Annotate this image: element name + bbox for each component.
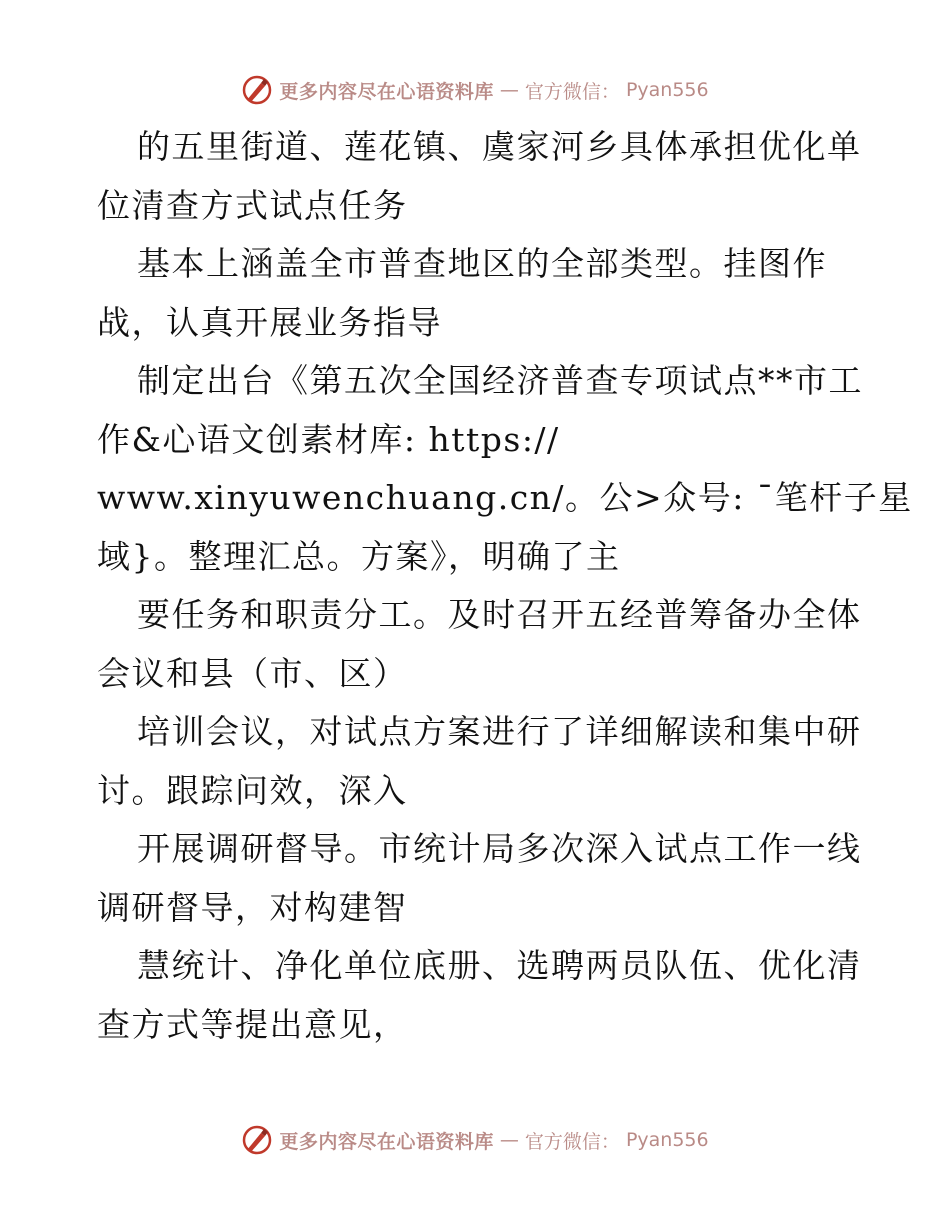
banner-separator: — [499, 1129, 519, 1151]
text-line: 的五里街道、莲花镇、虞家河乡具体承担优化单 [137, 127, 862, 166]
text-line: 会议和县（市、区） [97, 653, 408, 693]
text-line: 战，认真开展业务指导 [97, 302, 442, 342]
text-line: 查方式等提出意见， [97, 1004, 408, 1044]
banner-separator: — [499, 79, 519, 101]
text-line: 基本上涵盖全市普查地区的全部类型。挂图作 [137, 244, 827, 283]
pen-logo-icon [241, 1124, 273, 1156]
banner-slogan: 更多内容尽在心语资料库 [279, 1130, 494, 1153]
text-line: 慧统计、净化单位底册、选聘两员队伍、优化清 [137, 946, 862, 985]
document-body [97, 118, 913, 1054]
text-line: 制定出台《第五次全国经济普查专项试点**市工 [137, 361, 863, 400]
text-line: 域}。整理汇总。方案》，明确了主 [97, 536, 621, 576]
banner-wechat-label: 官方微信： [524, 1130, 620, 1153]
text-line: 作&心语文创素材库: https:// [97, 419, 560, 459]
text-line: 要任务和职责分工。及时召开五经普筹备办全体 [137, 595, 862, 634]
footer-banner [0, 1120, 950, 1160]
text-line: 讨。跟踪问效，深入 [97, 770, 408, 810]
text-line: www.xinyuwenchuang.cn/。公>众号: ¯笔杆子星 [97, 478, 913, 517]
header-banner [0, 70, 950, 110]
text-line: 培训会议，对试点方案进行了详细解读和集中研 [137, 712, 862, 751]
pen-logo-icon [241, 74, 273, 106]
text-line: 开展调研督导。市统计局多次深入试点工作一线 [137, 829, 862, 868]
banner-wechat-label: 官方微信： [524, 80, 620, 103]
banner-slogan: 更多内容尽在心语资料库 [279, 80, 494, 103]
text-line: 位清查方式试点任务 [97, 185, 408, 225]
text-line: 调研督导，对构建智 [97, 887, 408, 927]
banner-wechat-id: Pyan556 [625, 79, 709, 101]
banner-wechat-id: Pyan556 [625, 1129, 709, 1151]
